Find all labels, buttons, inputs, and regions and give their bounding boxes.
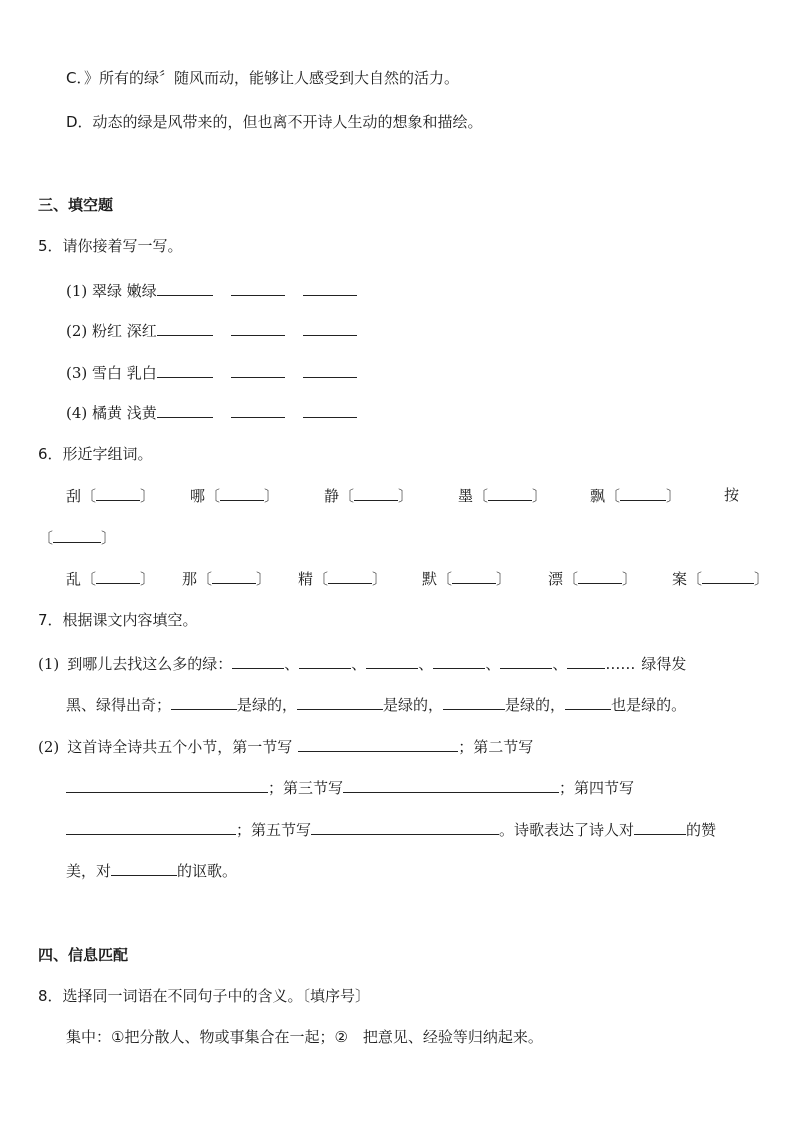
answer-blank[interactable] xyxy=(303,402,357,418)
q5-item-3 xyxy=(66,362,357,383)
char: 静 xyxy=(324,487,340,505)
item-number: (1) xyxy=(66,282,88,300)
char: 默 xyxy=(422,570,438,588)
answer-blank[interactable] xyxy=(343,777,559,793)
answer-blank[interactable] xyxy=(231,402,285,418)
q7-part1-line1: (1) 到哪儿去找这么多的绿： 、 、 、 、 、 …… 绿得发 xyxy=(38,655,687,673)
answer-blank[interactable] xyxy=(157,362,213,378)
q6-char-item: 乱〔 〕 xyxy=(66,570,156,588)
item-number: (4) xyxy=(66,404,88,422)
option-d: D．动态的绿是风带来的，但也离不开诗人生动的想象和描绘。 xyxy=(66,113,483,131)
q6-char-item-wrapped xyxy=(724,485,739,505)
q5-stem: 5．请你接着写一写。 xyxy=(38,237,183,255)
answer-blank[interactable] xyxy=(303,320,357,336)
answer-blank[interactable] xyxy=(96,485,140,501)
answer-blank[interactable] xyxy=(297,694,383,710)
item-words: 翠绿 嫩绿 xyxy=(92,282,157,300)
item-words: 雪白 乳白 xyxy=(92,364,157,382)
q7-part2-line3: ；第五节写 。诗歌表达了诗人对 的赞 xyxy=(66,819,716,840)
answer-blank[interactable] xyxy=(66,777,268,793)
q6-char-item: 漂〔 〕 xyxy=(548,570,638,588)
answer-blank[interactable] xyxy=(354,485,398,501)
answer-blank[interactable] xyxy=(53,527,101,543)
answer-blank[interactable] xyxy=(565,694,611,710)
answer-blank[interactable] xyxy=(452,568,496,584)
answer-blank[interactable] xyxy=(220,485,264,501)
char: 刮 xyxy=(66,487,82,505)
answer-blank[interactable] xyxy=(488,485,532,501)
q7-part2-line4: 美，对 的讴歌。 xyxy=(66,862,238,880)
answer-blank[interactable] xyxy=(157,280,213,296)
item-words: 橘黄 浅黄 xyxy=(92,404,157,422)
q8-definition: 集中：①把分散人、物或事集合在一起；② 把意见、经验等归纳起来。 xyxy=(66,1028,543,1046)
answer-blank[interactable] xyxy=(366,653,418,669)
answer-blank[interactable] xyxy=(303,362,357,378)
q8-stem: 8．选择同一词语在不同句子中的含义。〔填序号〕 xyxy=(38,987,371,1005)
section-title-matching: 四、信息匹配 xyxy=(38,946,129,964)
item-words: 粉红 深红 xyxy=(92,322,157,340)
q5-item-2 xyxy=(66,320,357,341)
answer-blank[interactable] xyxy=(303,280,357,296)
q5-item-1 xyxy=(66,280,357,301)
char: 案 xyxy=(672,570,688,588)
q5-item-4 xyxy=(66,402,357,423)
q6-stem: 6．形近字组词。 xyxy=(38,445,153,463)
answer-blank[interactable] xyxy=(66,819,236,835)
q6-char-item: 静〔 〕 xyxy=(324,487,414,505)
answer-blank[interactable] xyxy=(171,694,237,710)
answer-blank[interactable] xyxy=(433,653,485,669)
answer-blank[interactable] xyxy=(232,653,284,669)
char: 精 xyxy=(298,570,314,588)
answer-blank[interactable] xyxy=(231,362,285,378)
q7-stem: 7．根据课文内容填空。 xyxy=(38,611,198,629)
answer-blank[interactable] xyxy=(567,653,605,669)
char: 哪 xyxy=(190,487,206,505)
q6-char-item: 哪〔 〕 xyxy=(190,487,280,505)
answer-blank[interactable] xyxy=(500,653,552,669)
answer-blank[interactable] xyxy=(157,320,213,336)
q6-char-item: 默〔 〕 xyxy=(422,570,512,588)
q6-char-item: 案〔 〕 xyxy=(672,570,770,588)
answer-blank[interactable] xyxy=(298,736,458,752)
part-number: (1) xyxy=(38,655,60,673)
answer-blank[interactable] xyxy=(578,568,622,584)
q6-char-item: 刮〔 〕 xyxy=(66,487,156,505)
char: 那 xyxy=(182,570,198,588)
answer-blank[interactable] xyxy=(702,568,754,584)
answer-blank[interactable] xyxy=(157,402,213,418)
answer-blank[interactable] xyxy=(111,860,177,876)
answer-blank[interactable] xyxy=(634,819,686,835)
q7-part2-line1: (2) 这首诗全诗共五个小节，第一节写 ；第二节写 xyxy=(38,738,534,756)
answer-blank[interactable] xyxy=(231,280,285,296)
char: 乱 xyxy=(66,570,82,588)
q6-char-item: 那〔 〕 xyxy=(182,570,272,588)
q6-char-item-wrapped-blank: 〔 〕 xyxy=(38,529,117,547)
item-number: (2) xyxy=(66,322,88,340)
q6-char-item: 精〔 〕 xyxy=(298,570,388,588)
q6-char-item: 飘〔 〕 xyxy=(590,487,682,505)
q7-part2-line2: ；第三节写 ；第四节写 xyxy=(66,777,634,798)
q7-part1-line2: 黑、绿得出奇； 是绿的， 是绿的， 是绿的， 也是绿的。 xyxy=(66,696,687,714)
answer-blank[interactable] xyxy=(620,485,666,501)
answer-blank[interactable] xyxy=(328,568,372,584)
part-number: (2) xyxy=(38,738,60,756)
answer-blank[interactable] xyxy=(231,320,285,336)
item-number: (3) xyxy=(66,364,88,382)
char: 飘 xyxy=(590,487,606,505)
option-c: C．》所有的绿〞随风而动，能够让人感受到大自然的活力。 xyxy=(66,69,459,87)
char: 墨 xyxy=(458,487,474,505)
answer-blank[interactable] xyxy=(443,694,505,710)
char: 漂 xyxy=(548,570,564,588)
q6-char-item: 墨〔 〕 xyxy=(458,487,548,505)
answer-blank[interactable] xyxy=(311,819,499,835)
answer-blank[interactable] xyxy=(212,568,256,584)
section-title-fill-blank: 三、填空题 xyxy=(38,196,114,214)
answer-blank[interactable] xyxy=(96,568,140,584)
char: 按 xyxy=(724,486,740,504)
answer-blank[interactable] xyxy=(299,653,351,669)
